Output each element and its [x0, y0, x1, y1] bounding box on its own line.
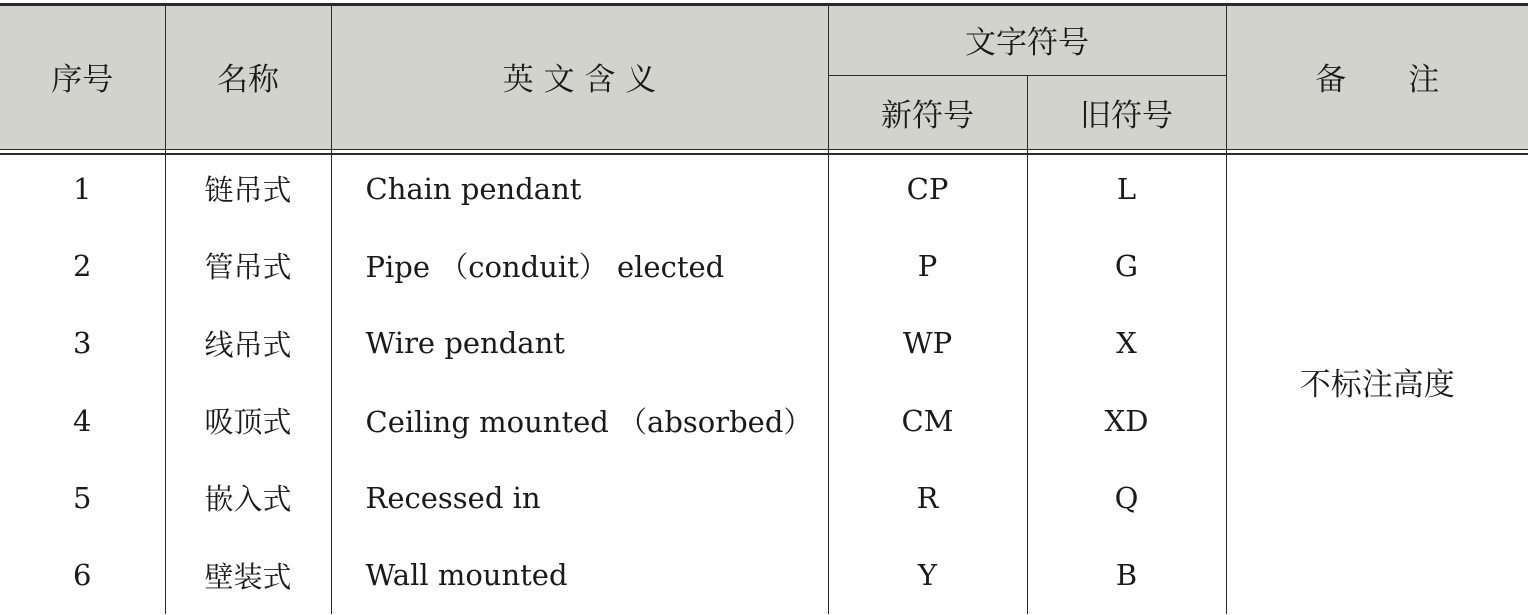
- header-name: 名称: [165, 3, 331, 150]
- cell-name: 管吊式: [165, 227, 331, 304]
- cell-english: Chain pendant: [331, 150, 828, 228]
- header-bottom-rule: [0, 153, 1528, 155]
- table-body: [0, 150, 1528, 614]
- cell-new-symbol: Y: [828, 536, 1027, 613]
- header-remark: 备 注: [1226, 3, 1528, 150]
- table-row: [0, 150, 1528, 228]
- cell-name: 链吊式: [165, 150, 331, 228]
- cell-english: Wire pendant: [331, 305, 828, 382]
- lamp-mounting-table-container: [0, 3, 1528, 615]
- cell-seq: 3: [0, 305, 165, 382]
- cell-old-symbol: B: [1027, 536, 1226, 613]
- cell-seq: 5: [0, 459, 165, 536]
- cell-english: Wall mounted: [331, 536, 828, 613]
- cell-seq: 4: [0, 382, 165, 459]
- cell-new-symbol: P: [828, 227, 1027, 304]
- cell-new-symbol: R: [828, 459, 1027, 536]
- cell-new-symbol: CM: [828, 382, 1027, 459]
- cell-new-symbol: CP: [828, 150, 1027, 228]
- cell-old-symbol: G: [1027, 227, 1226, 304]
- cell-old-symbol: L: [1027, 150, 1226, 228]
- cell-old-symbol: Q: [1027, 459, 1226, 536]
- cell-old-symbol: XD: [1027, 382, 1226, 459]
- header-old-symbol: 旧符号: [1027, 76, 1226, 150]
- cell-remark: 不标注高度: [1299, 367, 1455, 404]
- cell-seq: 6: [0, 536, 165, 613]
- cell-english: Ceiling mounted （absorbed）: [331, 382, 828, 459]
- header-symbol-group: 文字符号: [828, 3, 1226, 76]
- lamp-mounting-table: [0, 3, 1528, 614]
- cell-name: 线吊式: [165, 305, 331, 382]
- cell-seq: 2: [0, 227, 165, 304]
- header-new-symbol: 新符号: [828, 76, 1027, 150]
- table-header: [0, 3, 1528, 150]
- cell-english: Recessed in: [331, 459, 828, 536]
- header-english: 英 文 含 义: [331, 3, 828, 150]
- cell-name: 嵌入式: [165, 459, 331, 536]
- header-row-1: [0, 3, 1528, 76]
- cell-seq: 1: [0, 150, 165, 228]
- table-top-rule: [0, 3, 1528, 6]
- cell-name: 吸顶式: [165, 382, 331, 459]
- cell-new-symbol: WP: [828, 305, 1027, 382]
- cell-old-symbol: X: [1027, 305, 1226, 382]
- cell-name: 壁装式: [165, 536, 331, 613]
- cell-english: Pipe （conduit） elected: [331, 227, 828, 304]
- header-seq: 序号: [0, 3, 165, 150]
